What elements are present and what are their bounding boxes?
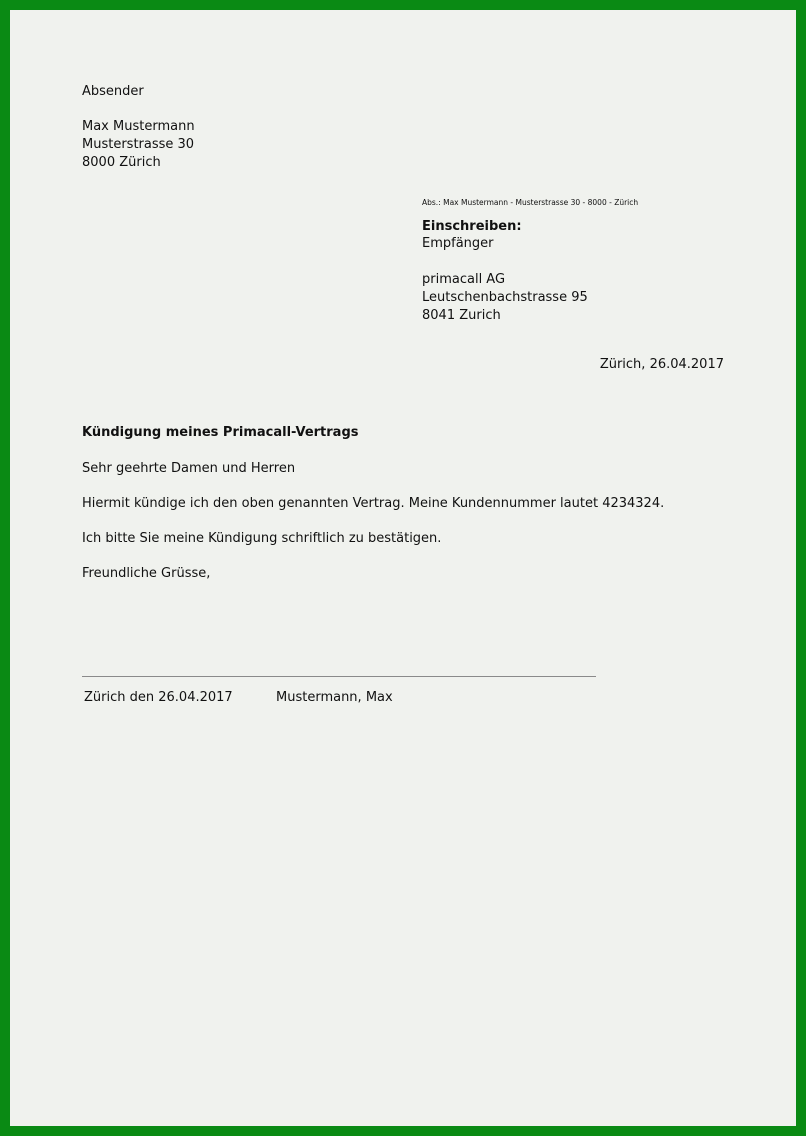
sender-label: Absender (82, 84, 144, 99)
delivery-type: Einschreiben: (422, 219, 522, 234)
salutation: Sehr geehrte Damen und Herren (82, 461, 296, 476)
recipient-address (422, 271, 588, 325)
recipient-company: primacall AG (422, 272, 506, 287)
sender-name: Max Mustermann (82, 119, 195, 134)
sender-address (82, 118, 195, 172)
signature-name: Mustermann, Max (276, 690, 393, 705)
place-date: Zürich, 26.04.2017 (599, 357, 724, 372)
body-paragraph: Hiermit kündige ich den oben genannten Vertrag. Meine Kundennummer lautet 4234324. (82, 496, 665, 511)
sender-city: 8000 Zürich (82, 155, 161, 170)
body-paragraph: Ich bitte Sie meine Kündigung schriftlich zu bestätigen. (82, 531, 442, 546)
closing: Freundliche Grüsse, (82, 566, 211, 581)
recipient-label: Empfänger (422, 236, 494, 251)
recipient-city: 8041 Zurich (422, 308, 501, 323)
sender-street: Musterstrasse 30 (82, 137, 195, 152)
letter-subject: Kündigung meines Primacall-Vertrags (82, 425, 359, 440)
return-address-line: Abs.: Max Mustermann - Musterstrasse 30 - 8000 - Zürich (422, 198, 639, 207)
signature-place-date: Zürich den 26.04.2017 (84, 690, 233, 705)
recipient-street: Leutschenbachstrasse 95 (422, 290, 588, 305)
signature-line (82, 676, 596, 677)
